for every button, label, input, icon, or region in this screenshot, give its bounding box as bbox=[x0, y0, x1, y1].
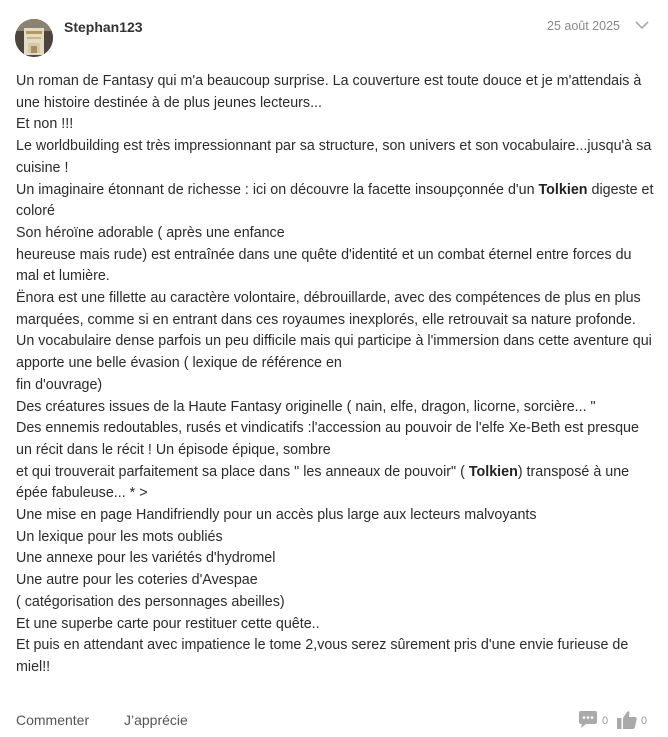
comment-count[interactable] bbox=[577, 710, 608, 732]
like-count[interactable] bbox=[616, 710, 647, 732]
review-paragraph bbox=[16, 136, 656, 179]
review-paragraph bbox=[16, 462, 656, 505]
speech-bubble-icon bbox=[577, 710, 599, 733]
review-paragraph bbox=[16, 397, 656, 419]
comment-button[interactable]: Commenter bbox=[16, 712, 90, 728]
text-segment: heureuse mais rude) est entraînée dans une quête d'identité et un combat éternel entre forces du mal et lumière. bbox=[16, 246, 632, 285]
chevron-down-icon[interactable] bbox=[634, 17, 650, 33]
like-count-value: 0 bbox=[641, 715, 648, 727]
text-segment: fin d'ouvrage) bbox=[16, 376, 103, 393]
bold-text: Tolkien bbox=[468, 463, 518, 480]
review-paragraph bbox=[16, 180, 656, 223]
text-segment: Une annexe pour les variétés d'hydromel bbox=[16, 550, 276, 567]
text-segment: ( catégorisation des personnages abeilles) bbox=[16, 593, 285, 610]
review-paragraph bbox=[16, 331, 656, 374]
review-paragraph bbox=[16, 614, 656, 636]
avatar[interactable] bbox=[15, 19, 53, 57]
review-paragraph bbox=[16, 114, 656, 136]
text-segment: et qui trouverait parfaitement sa place dans " les anneaux de pouvoir" ( bbox=[16, 463, 469, 480]
text-segment: Un vocabulaire dense parfois un peu difficile mais qui participe à l'immersion dans cette aventure qui apporte une belle évasion ( lexique de référence en bbox=[16, 333, 652, 372]
text-segment: digeste et coloré bbox=[16, 181, 654, 220]
review-paragraph bbox=[16, 527, 656, 549]
review-paragraph bbox=[16, 570, 656, 592]
review-paragraph bbox=[16, 505, 656, 527]
text-segment: Une mise en page Handifriendly pour un accès plus large aux lecteurs malvoyants bbox=[16, 507, 537, 524]
bold-text: Tolkien bbox=[538, 181, 588, 198]
text-segment: Et une superbe carte pour restituer cette quête.. bbox=[16, 615, 320, 632]
review-paragraph bbox=[16, 418, 656, 461]
text-segment: Un imaginaire étonnant de richesse : ici on découvre la facette insoupçonnée d'un bbox=[16, 181, 539, 198]
text-segment: Son héroïne adorable ( après une enfance bbox=[16, 224, 285, 241]
text-segment: Un roman de Fantasy qui m'a beaucoup surprise. La couverture est toute douce et je m'attendais à une histoire destinée à de plus jeunes lecteurs... bbox=[16, 73, 642, 111]
comment-count-value: 0 bbox=[602, 715, 609, 727]
text-segment: Et puis en attendant avec impatience le tome 2,vous serez sûrement pris d'une envie furieuse de miel!! bbox=[16, 637, 629, 675]
text-segment: Et non !!! bbox=[16, 116, 74, 133]
avatar-image bbox=[15, 19, 53, 57]
review-paragraph bbox=[16, 375, 656, 397]
like-button[interactable]: J’apprécie bbox=[124, 712, 188, 728]
text-segment: ) transposé à une épée fabuleuse... * > bbox=[16, 463, 630, 502]
review-paragraph bbox=[16, 245, 656, 288]
review-paragraph bbox=[16, 288, 656, 331]
thumbs-up-icon bbox=[616, 710, 638, 733]
review-paragraph bbox=[16, 592, 656, 614]
review-paragraph bbox=[16, 548, 656, 570]
post-date: 25 août 2025 bbox=[547, 19, 620, 33]
review-paragraph bbox=[16, 223, 656, 245]
text-segment: Le worldbuilding est très impressionnant par sa structure, son univers et son vocabulaire...jusqu'à sa cuisine ! bbox=[16, 138, 652, 176]
text-segment: Une autre pour les coteries d'Avespae bbox=[16, 572, 258, 589]
review-paragraph bbox=[16, 635, 656, 678]
text-segment: Des ennemis redoutables, rusés et vindicatifs :l'accession au pouvoir de l'elfe Xe-Beth est presque un récit dans le récit ! Un épisode épique, sombre bbox=[16, 420, 639, 458]
text-segment: Ënora est une fillette au caractère volontaire, débrouillarde, avec des compétences de plus en plus marquées, comme si en entrant dans ces royaumes inexplorés, elle retrouvait sa nature profonde. bbox=[16, 290, 641, 328]
review-text bbox=[16, 71, 656, 679]
text-segment: Un lexique pour les mots oubliés bbox=[16, 528, 223, 545]
review-paragraph bbox=[16, 71, 656, 114]
username[interactable]: Stephan123 bbox=[64, 19, 143, 35]
text-segment: Des créatures issues de la Haute Fantasy originelle ( nain, elfe, dragon, licorne, sorcière... " bbox=[16, 398, 596, 415]
